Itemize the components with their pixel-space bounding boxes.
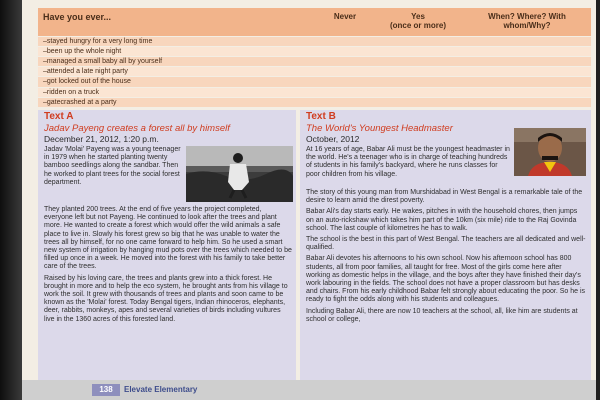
table-row (38, 87, 591, 97)
text-b-body (306, 189, 586, 327)
survey-question: –attended a late night party (38, 67, 317, 77)
survey-header-never: Never (317, 8, 373, 36)
book-spine-gutter (0, 0, 22, 400)
text-b-para-5: Babar Ali devotes his afternoons to his own school. Now his afternoon school has 800 students, all from poor families, all taught for free. Most of the girls come here after working as domestic helps in the village, and the boys after they have finished their day's work labouring in the fields. The school does not have a proper classroom but has desks and chairs. From his early childhood Babar felt strongly about educating the poor. So he is ready to fight the odds along with his students and colleagues. (306, 255, 585, 304)
text-b-para-6: Including Babar Ali, there are now 10 teachers at the school, all, like him are students at school or college, (306, 307, 578, 323)
page-number: 138 (92, 384, 120, 396)
survey-question: –been up the whole night (38, 46, 317, 56)
text-a-body (44, 206, 292, 327)
survey-header-when: When? Where? With whom/Why? (463, 8, 591, 36)
survey-question: –stayed hungry for a very long time (38, 36, 317, 46)
text-a-label: Text A (44, 111, 74, 122)
text-b-date: October, 2012 (306, 134, 360, 144)
survey-question: –ridden on a truck (38, 87, 317, 97)
text-a-headline: Jadav Payeng creates a forest all by himself (44, 123, 230, 134)
text-b-label: Text B (306, 111, 336, 122)
text-b-para-2: The story of this young man from Murshidabad in West Bengal is a remarkable tale of the desire to learn amid the direst poverty. (306, 189, 583, 205)
survey-question: –managed a small baby all by yourself (38, 56, 317, 66)
survey-question: –got locked out of the house (38, 77, 317, 87)
table-row (38, 36, 591, 46)
text-b-para-4: The school is the best in this part of West Bengal. The teachers are all dedicated and well-qualified. (306, 236, 586, 252)
table-row (38, 67, 591, 77)
survey-header-question: Have you ever... (38, 8, 317, 36)
survey-header-yes: Yes (once or more) (373, 8, 463, 36)
table-row (38, 56, 591, 66)
survey-table (38, 8, 591, 108)
table-row (38, 77, 591, 87)
babar-ali-photo (514, 128, 586, 176)
text-b-para-1: At 16 years of age, Babar Ali must be the youngest headmaster in the world. He's a teenager who is in charge of teaching hundreds of students in his family's backyard, where he runs classes for poor children from his village. (306, 146, 510, 178)
table-row (38, 97, 591, 107)
text-a-body-intro (44, 146, 182, 190)
survey-header-row (38, 8, 591, 36)
text-a-para-1b: They planted 200 trees. At the end of five years the project completed, everyone left but not Payeng. He continued to look after the trees and plant more. He wanted to create a forest which would offer the wild animals a safe place to live in. Slowly his forest grew so big that he was unable to water the trees all by himself, for no one came forward to help him. So he used a smart new system of irrigation by hanging mud pots over the trees which needed to be filled up once in a week. He moved into the forest with his family to take better care of the trees. (44, 206, 292, 271)
text-b-body-intro (306, 146, 510, 182)
text-a-para-2: Raised by his loving care, the trees and plants grew into a thick forest. He brought in more and to help the eco system, he brought ants from his village to work the soil. It grew with thousands of trees and plants and soon came to be known as the 'Molai' forest. Today Bengal tigers, Indian rhinoceros, elephants, deer, rabbits, monkeys, apes and several varieties of birds including vultures live in the 1360 acres of this forested land. (44, 274, 288, 323)
table-row (38, 46, 591, 56)
text-a-para-1a: Jadav 'Molai' Payeng was a young teenager in 1979 when he started planting twenty bamboo seedlings along the sandbar. Then he worked to plant trees for the social forest department. (44, 146, 181, 186)
jadav-payeng-photo (186, 146, 293, 202)
survey-question: –gatecrashed at a party (38, 97, 317, 107)
text-b-headline: The World's Youngest Headmaster (306, 123, 453, 134)
text-b-panel (300, 110, 591, 380)
text-b-para-3: Babar Ali's day starts early. He wakes, pitches in with the household chores, then jumps on an auto-rickshaw which takes him part of the 10km (six mile) ride to the Raj Govinda school. The last couple of kilometres he has to walk. (306, 208, 578, 232)
book-series-title: Elevate Elementary (124, 385, 198, 394)
text-a-panel (38, 110, 296, 380)
text-a-date: December 21, 2012, 1:20 p.m. (44, 134, 159, 144)
